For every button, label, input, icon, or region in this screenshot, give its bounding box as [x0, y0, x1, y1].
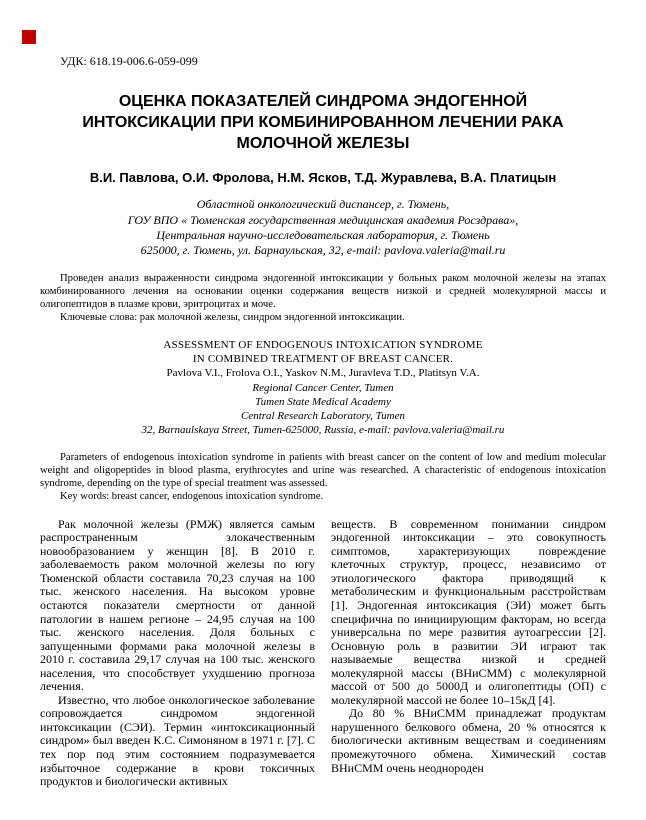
authors-line: В.И. Павлова, О.И. Фролова, Н.М. Ясков, Т.Д. Журавлева, В.А. Платицын	[89, 170, 557, 186]
body-column-left	[40, 518, 315, 789]
udc-code: УДК: 618.19-006.6-059-099	[60, 54, 198, 68]
abstract-russian	[40, 272, 606, 325]
body-paragraph: Известно, что любое онкологическое заболевание сопровождается синдромом эндогенной интоксикации (СЭИ). Термин «интоксикационный синдром» был введен К.С. Симоняном в 1971 г. [7]. С тех пор под этим состоянием подразумевается избыточное содержание в крови токсичных продуктов и биологически активных	[40, 692, 315, 789]
affiliation-line: ГОУ ВПО « Тюменская государственная медицинская академия Росздрава»,	[127, 212, 519, 227]
body-paragraph: Рак молочной железы (РМЖ) является самым распространенным злокачественным новообразованием у женщин [8]. В 2010 г. заболеваемость раком молочной железы по югу Тюменской области составила 70,23 случая на 100 тыс. женского населения. На высоком уровне остаются показатели смертности от данной патологии в нашем регионе – 24,95 случая на 100 тыс. женского населения. Доля больных с запущенными формами рака молочной железы в 2010 г. составила 29,17 случая на 100 тыс. женского населения, что способствует ухудшению прогноза лечения.	[40, 516, 315, 694]
body-paragraph: До 80 % ВНиСММ принадлежат продуктам нарушенного белкового обмена, 20 % относятся к биологически активным веществам и соединениям промежуточного обмена. Химический состав ВНиСММ очень неоднороден	[331, 706, 606, 775]
english-affiliation-line: Tumen State Medical Academy	[255, 395, 391, 408]
abstract-english	[40, 451, 606, 504]
body-column-right	[331, 518, 606, 789]
affiliation-contact-line: 625000, г. Тюмень, ул. Барнаульская, 32, e-mail: pavlova.valeria@mail.ru	[140, 243, 506, 258]
abstract-english-keywords: Key words: breast cancer, endogenous intoxication syndrome.	[60, 491, 324, 503]
paper-title: ОЦЕНКА ПОКАЗАТЕЛЕЙ СИНДРОМА ЭНДОГЕННОЙ ИНТОКСИКАЦИИ ПРИ КОМБИНИРОВАННОМ ЛЕЧЕНИИ РАКА МОЛОЧНОЙ ЖЕЛЕЗЫ	[82, 93, 564, 153]
english-affiliation-line: Regional Cancer Center, Tumen	[252, 381, 394, 394]
english-title-line-1: ASSESSMENT OF ENDOGENOUS INTOXICATION SYNDROME	[163, 338, 483, 351]
body-text	[40, 518, 606, 789]
corner-red-marker	[22, 30, 36, 44]
affiliation-line: Центральная научно-исследовательская лаборатория, г. Тюмень	[156, 228, 490, 243]
english-title-line-2: IN COMBINED TREATMENT OF BREAST CANCER.	[192, 353, 454, 365]
affiliation-line: Областной онкологический диспансер, г. Тюмень,	[196, 197, 450, 212]
abstract-russian-keywords: Ключевые слова: рак молочной железы, синдром эндогенной интоксикации.	[60, 312, 405, 324]
english-affiliation-line: Central Research Laboratory, Tumen	[241, 410, 405, 423]
english-header-block	[40, 338, 606, 438]
english-contact-line: 32, Barnaulskaya Street, Tumen-625000, Russia, e-mail: pavlova.valeria@mail.ru	[141, 424, 505, 437]
body-paragraph: веществ. В современном понимании синдром эндогенной интоксикации – это совокупность симптомов, характеризующих повреждение клеточных структур, процесс, независимо от этиологического фактора приводящий к метаболическим и функциональным расстройствам [1]. Эндогенная интоксикация (ЭИ) может быть специфична по инициирующим факторам, но всегда универсальна по мере развития аутоагрессии [2]. Основную роль в развитии ЭИ играют так называемые вещества низкой и средней молекулярной массы (ВНиСММ) с молекулярной массой от 500 до 5000Д и олигопептиды (ОП) с молекулярной массой не более 10–15кД [4].	[331, 516, 606, 707]
affiliations-block	[40, 197, 606, 258]
english-authors-line: Pavlova V.I., Frolova O.I., Yaskov N.M., Juravleva T.D., Platitsyn V.A.	[166, 367, 480, 380]
abstract-russian-text: Проведен анализ выраженности синдрома эндогенной интоксикации у больных раком молочной железы на этапах комбинированного лечения на основании оценки содержания веществ низкой и средней молекулярной массы и олигопептидов в плазме крови, эритроцитах и моче.	[40, 272, 606, 311]
abstract-english-text: Parameters of endogenous intoxication syndrome in patients with breast cancer on the content of low and medium molecular weight and oligopeptides in blood plasma, erythrocytes and urine was researched. A characteristic of endogenous intoxication syndrome, depending on the type of special treatment was assessed.	[40, 451, 606, 490]
